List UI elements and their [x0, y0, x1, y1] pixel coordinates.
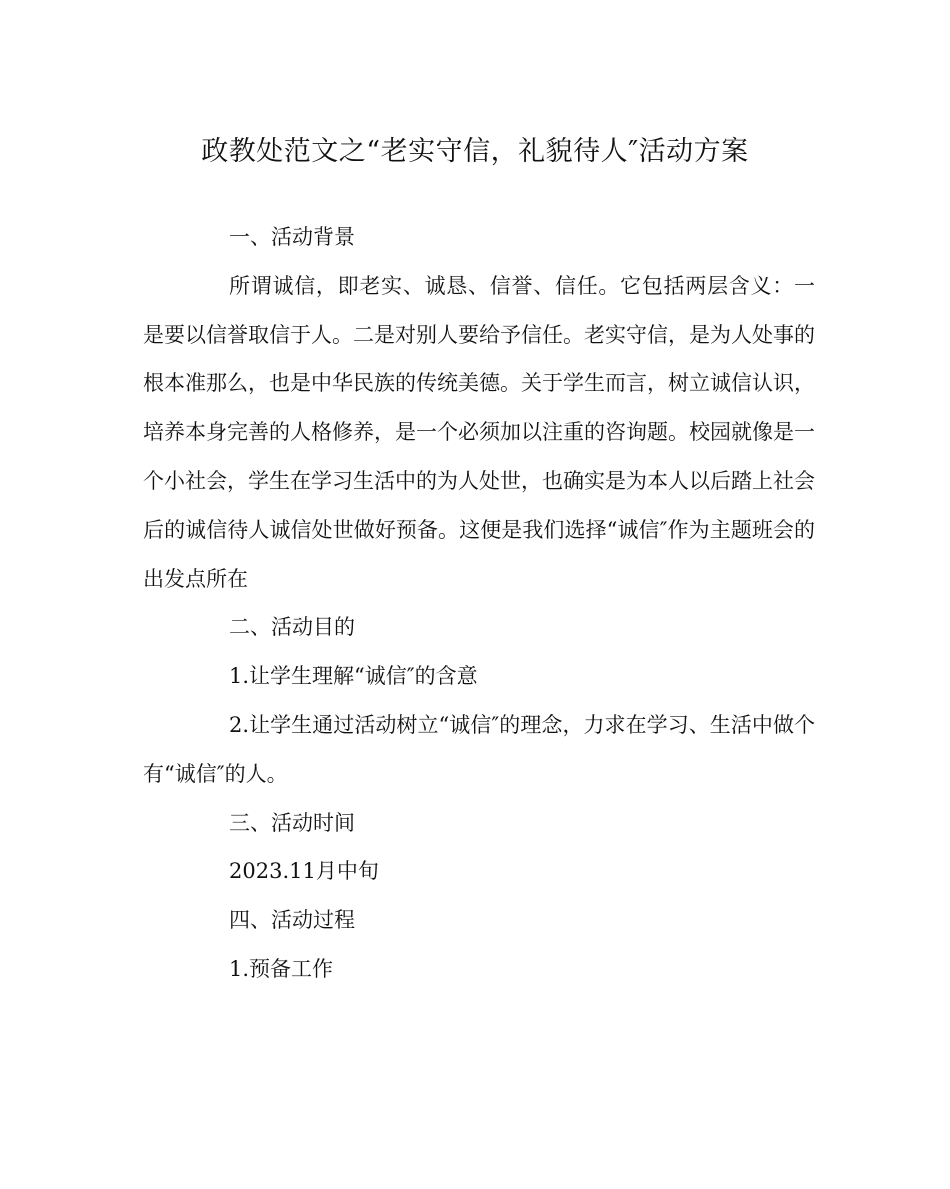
section-heading-purpose: 二、活动目的: [229, 615, 355, 640]
section-heading-time: 三、活动时间: [229, 810, 355, 835]
section-heading-process: 四、活动过程: [229, 908, 355, 933]
section-heading-background: 一、活动背景: [229, 225, 355, 249]
activity-time-value: 2023.11月中旬: [229, 859, 379, 884]
purpose-item-1: 1.让学生理解“诚信″的含意: [229, 664, 478, 689]
process-item-1: 1.预备工作: [229, 956, 334, 981]
document-title: 政教处范文之“老实守信，礼貌待人″活动方案: [201, 136, 749, 167]
paragraph-background: 所谓诚信，即老实、诚恳、信誉、信任。它包括两层含义：一是要以信誉取信于人。二是对别人要给予信任。老实守信，是为人处事的根本准那么，也是中华民族的传统美德。关于学生而言，树立诚信认识，培养本身完善的人格修养，是一个必须加以注重的咨询题。校园就像是一个小社会，学生在学习生活中的为人处世，也确实是为本人以后踏上社会后的诚信待人诚信处世做好预备。这便是我们选择“诚信″作为主题班会的出发点所在: [143, 273, 815, 591]
purpose-item-2: 2.让学生通过活动树立“诚信″的理念，力求在学习、生活中做个有“诚信″的人。: [143, 712, 815, 786]
document-body: [143, 213, 815, 994]
